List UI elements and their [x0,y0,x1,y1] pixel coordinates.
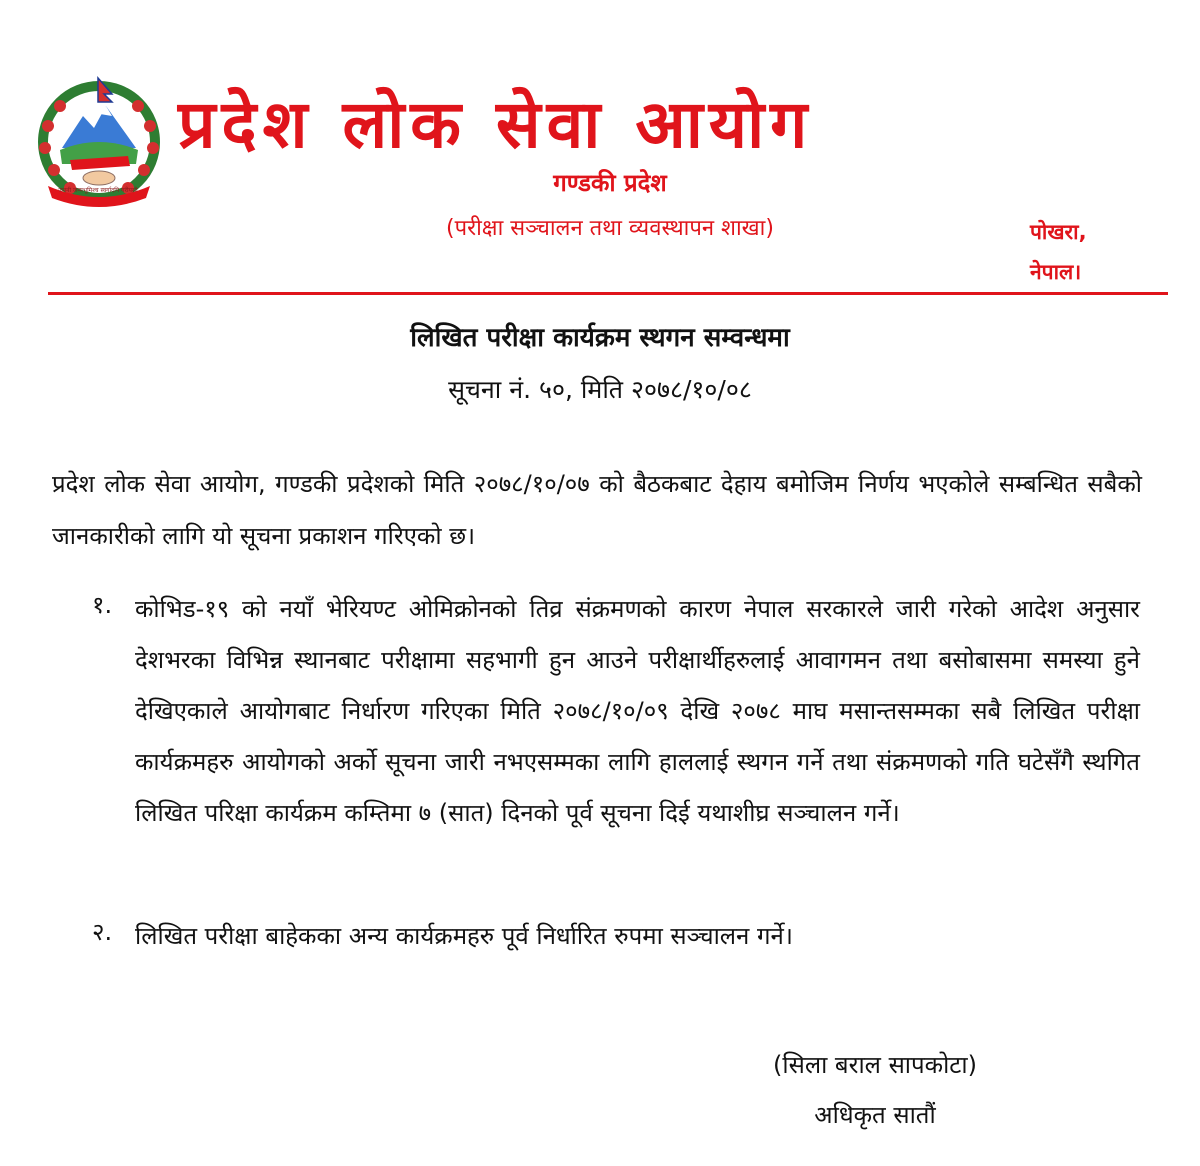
address-country: नेपाल। [1030,260,1082,284]
document-heading: लिखित परीक्षा कार्यक्रम स्थगन सम्वन्धमा [410,323,790,353]
branch-name: (परीक्षा सञ्चालन तथा व्यवस्थापन शाखा) [446,216,774,241]
organization-subtitle: गण्डकी प्रदेश [553,169,667,197]
intro-paragraph: प्रदेश लोक सेवा आयोग, गण्डकी प्रदेशको मिति २०७८/१०/०७ को बैठकबाट देहाय बमोजिम निर्णय भएकोले सम्बन्धित सबैको जानकारीको लागि यो सूचना प्रकाशन गरिएको छ। [52,470,1142,550]
signatory-name: (सिला बराल सापकोटा) [773,1051,977,1079]
organization-title: प्रदेश लोक सेवा आयोग [178,86,814,163]
emblem-motto: जननी जन्मभूमिश्च स्वर्गादपि गरीयसी [58,187,138,194]
item-text: लिखित परीक्षा बाहेकका अन्य कार्यक्रमहरु पूर्व निर्धारित रुपमा सञ्चालन गर्ने। [135,922,793,950]
header-divider [48,292,1168,295]
item-number: १. [92,591,113,619]
item-number: २. [92,918,113,946]
notice-number-date: सूचना नं. ५०, मिति २०७८/१०/०८ [448,375,752,404]
address-city: पोखरा, [1030,220,1087,244]
item-text: कोभिड-१९ को नयाँ भेरियण्ट ओमिक्रोनको तिव्र संक्रमणको कारण नेपाल सरकारले जारी गरेको आदेश अनुसार देशभरका विभिन्न स्थानबाट परीक्षामा सहभागी हुन आउने परीक्षार्थीहरुलाई आवागमन तथा बसोबासमा समस्या हुने देखिएकाले आयोगबाट निर्धारण गरिएका मिति २०७८/१०/०९ देखि २०७८ माघ मसान्तसम्मका सबै लिखित परीक्षा कार्यक्रमहरु आयोगको अर्को सूचना जारी नभएसम्मका लागि हाललाई स्थगन गर्ने तथा संक्रमणको गति घटेसँगै स्थगित लिखित परिक्षा कार्यक्रम कम्तिमा ७ (सात) दिनको पूर्व सूचना दिई यथाशीघ्र सञ्चालन गर्ने। [135,595,1140,827]
signatory-title: अधिकृत सातौं [814,1101,936,1129]
